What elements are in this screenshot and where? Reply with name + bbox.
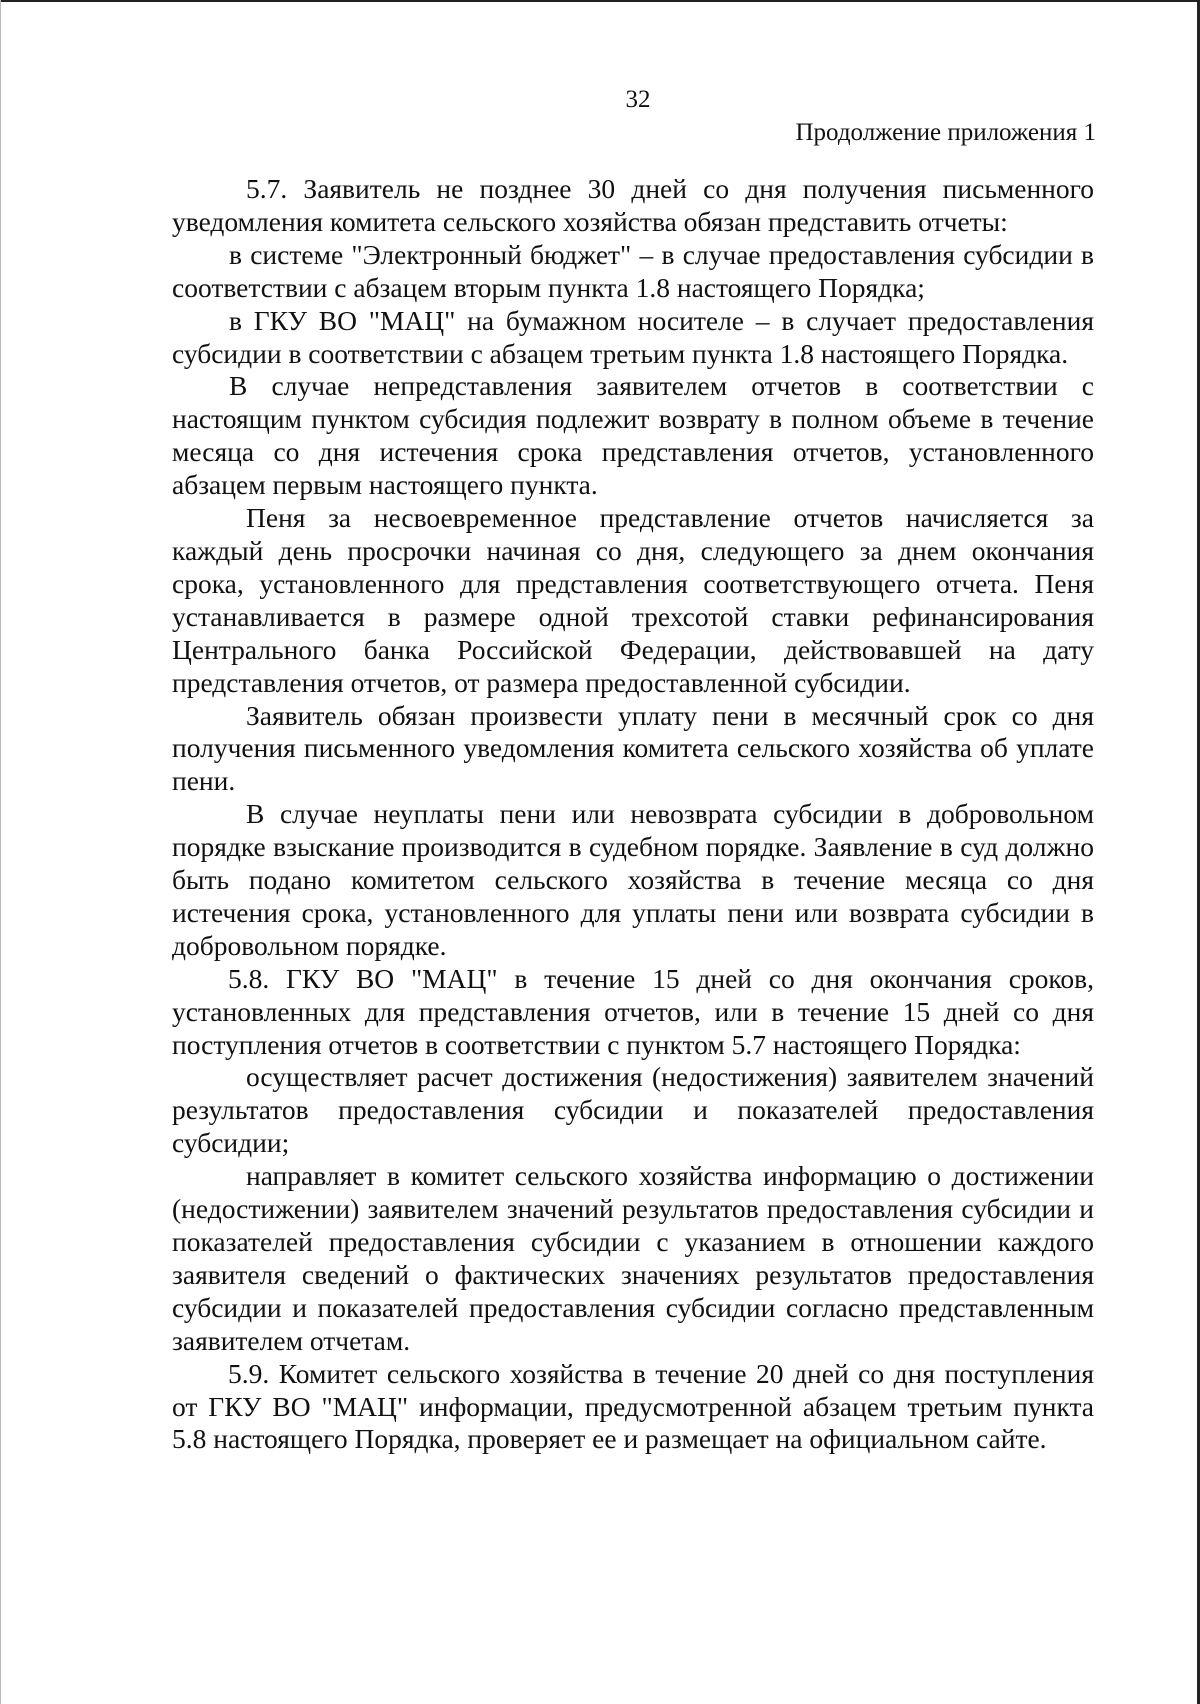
scan-edge-top [0, 0, 1200, 2]
paragraph-5-9: 5.9. Комитет сельского хозяйства в течение 20 дней со дня поступления от ГКУ ВО "МАЦ" информации, предусмотренной абзацем третьим пункта 5.8 настоящего Порядка, проверяет ее и размещает на официальном сайте. [172, 1357, 1094, 1455]
paragraph-non-submission: В случае непредставления заявителем отчетов в соответствии с настоящим пунктом субсидия подлежит возврату в полном объеме в течение месяца со дня истечения срока представления отчетов, установленного абзацем первым настоящего пункта. [172, 370, 1094, 501]
paragraph-information: направляет в комитет сельского хозяйства информацию о достижении (недостижении) заявителем значений результатов предоставления субсидии и показателей предоставления субсидии с указанием в отношении каждого заявителя сведений о фактических значениях результатов предоставления субсидии и показателей предоставления субсидии согласно представленным заявителем отчетам. [172, 1160, 1094, 1356]
scan-edge-left [0, 0, 1, 1704]
page-number: 32 [625, 86, 651, 113]
paragraph-calculation: осуществляет расчет достижения (недостижения) заявителем значений результатов предоставления субсидии и показателей предоставления субсидии; [172, 1061, 1094, 1159]
document-body [172, 173, 1094, 1456]
paragraph-electronic-budget: в системе "Электронный бюджет" – в случае предоставления субсидии в соответствии с абзацем вторым пункта 1.8 настоящего Порядка; [172, 238, 1094, 303]
continuation-note: Продолжение приложения 1 [795, 119, 1096, 146]
paragraph-penalty-payment: Заявитель обязан произвести уплату пени в месячный срок со дня получения письменного уведомления комитета сельского хозяйства об уплате пени. [172, 699, 1094, 797]
paragraph-penalty: Пеня за несвоевременное представление отчетов начисляется за каждый день просрочки начиная со дня, следующего за днем окончания срока, установленного для представления соответствующего отчета. Пеня устанавливается в размере одной трехсотой ставки рефинансирования Центрального банка Российской Федерации, действовавшей на дату представления отчетов, от размера предоставленной субсидии. [172, 502, 1094, 698]
paragraph-5-7: 5.7. Заявитель не позднее 30 дней со дня получения письменного уведомления комитета сельского хозяйства обязан представить отчеты: [172, 173, 1094, 237]
paragraph-paper-report: в ГКУ ВО "МАЦ" на бумажном носителе – в случает предоставления субсидии в соответствии с абзацем третьим пункта 1.8 настоящего Порядка. [172, 304, 1094, 369]
paragraph-court-recovery: В случае неуплаты пени или невозврата субсидии в добровольном порядке взыскание производится в судебном порядке. Заявление в суд должно быть подано комитетом сельского хозяйства в течение месяца со дня истечения срока, установленного для уплаты пени или возврата субсидии в добровольном порядке. [172, 798, 1094, 961]
paragraph-5-8: 5.8. ГКУ ВО "МАЦ" в течение 15 дней со дня окончания сроков, установленных для представления отчетов, или в течение 15 дней со дня поступления отчетов в соответствии с пунктом 5.7 настоящего Порядка: [172, 962, 1094, 1060]
